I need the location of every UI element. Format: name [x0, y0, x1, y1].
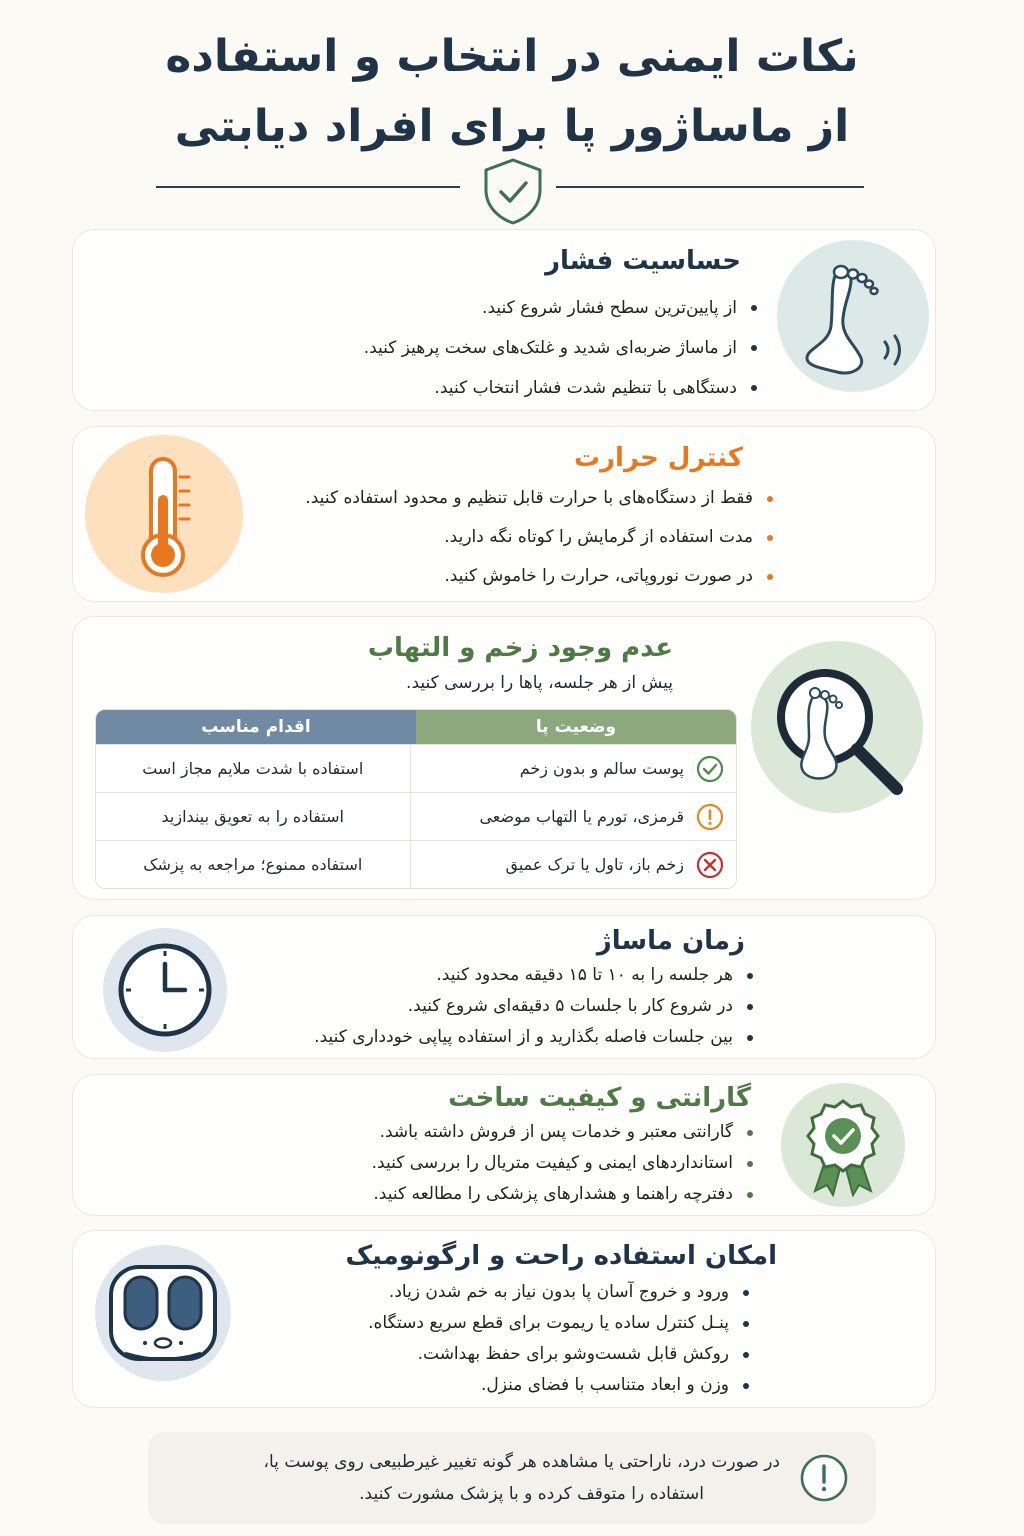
notice-line-2: استفاده را متوقف کرده و با پزشک مشورت کنید.	[359, 1484, 704, 1504]
divider-right	[556, 186, 864, 188]
foot-massager-device-icon	[95, 1245, 231, 1381]
list-item: گارانتی معتبر و خدمات پس از فروش داشته باشد.	[372, 1117, 753, 1148]
table-row	[96, 840, 736, 888]
time-bullets	[314, 960, 753, 1053]
heat-title: کنترل حرارت	[573, 443, 743, 473]
ergonomic-bullets	[368, 1277, 749, 1401]
list-item: فقط از دستگاه‌های با حرارت قابل تنظیم و محدود استفاده کنید.	[305, 479, 773, 518]
action-cell: استفاده ممنوع؛ مراجعه به پزشک	[143, 855, 363, 874]
condition-cell: قرمزی، تورم یا التهاب موضعی	[479, 807, 684, 826]
x-circle-icon	[696, 851, 724, 879]
pressure-card	[72, 229, 936, 411]
time-card	[72, 915, 936, 1059]
list-item: در شروع کار با جلسات ۵ دقیقه‌ای شروع کنید.	[314, 991, 753, 1022]
list-item: مدت استفاده از گرمایش را کوتاه نگه دارید.	[305, 518, 773, 557]
badge-check-icon	[781, 1083, 905, 1207]
check-circle-icon	[696, 755, 724, 783]
title-line-1: نکات ایمنی در انتخاب و استفاده	[165, 31, 859, 82]
table-header	[96, 710, 736, 744]
ergonomic-icon-circle	[95, 1245, 231, 1381]
wound-title: عدم وجود زخم و التهاب	[367, 633, 673, 663]
warranty-title: گارانتی و کیفیت ساخت	[448, 1083, 751, 1113]
list-item: استانداردهای ایمنی و کیفیت متریال را بررسی کنید.	[372, 1148, 753, 1179]
page-title	[0, 28, 1024, 156]
list-item: بین جلسات فاصله بگذارید و از استفاده پیاپی خودداری کنید.	[314, 1022, 753, 1053]
ergonomic-card	[72, 1230, 936, 1408]
magnifier-foot-icon	[751, 641, 923, 813]
pressure-bullets	[364, 288, 757, 408]
condition-cell: زخم باز، تاول یا ترک عمیق	[505, 855, 684, 874]
clock-icon	[103, 928, 227, 1052]
list-item: از پایین‌ترین سطح فشار شروع کنید.	[364, 288, 757, 328]
warranty-card	[72, 1074, 936, 1216]
wound-intro: پیش از هر جلسه، پاها را بررسی کنید.	[406, 673, 673, 693]
title-line-2: از ماساژور پا برای افراد دیابتی	[174, 101, 850, 152]
list-item: در صورت نوروپاتی، حرارت را خاموش کنید.	[305, 557, 773, 596]
action-cell: استفاده را به تعویق بیندازید	[161, 807, 344, 826]
exclamation-icon	[798, 1452, 850, 1504]
thermometer-icon	[85, 435, 243, 593]
time-icon-circle	[103, 928, 227, 1052]
safety-notice	[148, 1432, 876, 1524]
list-item: ورود و خروج آسان پا بدون نیاز به خم شدن زیاد.	[368, 1277, 749, 1308]
condition-cell: پوست سالم و بدون زخم	[519, 759, 684, 778]
warning-circle-icon	[696, 803, 724, 831]
warranty-bullets	[372, 1117, 753, 1210]
list-item: وزن و ابعاد متناسب با فضای منزل.	[368, 1370, 749, 1401]
action-cell: استفاده با شدت ملایم مجاز است	[142, 759, 364, 778]
pressure-title: حساسیت فشار	[545, 246, 741, 276]
table-row	[96, 744, 736, 792]
foot-condition-table	[95, 709, 737, 889]
warranty-icon-circle	[781, 1083, 905, 1207]
col-condition-header: وضعیت پا	[416, 710, 736, 744]
heat-icon-circle	[85, 435, 243, 593]
pressure-icon-circle	[777, 240, 929, 392]
notice-line-1: در صورت درد، ناراحتی یا مشاهده هر گونه تغییر غیرطبیعی روی پوست پا،	[263, 1452, 780, 1472]
heat-bullets	[305, 479, 773, 596]
wound-icon-circle	[751, 641, 923, 813]
list-item: از ماساژ ضربه‌ای شدید و غلتک‌های سخت پرهیز کنید.	[364, 328, 757, 368]
list-item: دستگاهی با تنظیم شدت فشار انتخاب کنید.	[364, 368, 757, 408]
foot-vibration-icon	[777, 240, 929, 392]
shield-check-icon	[480, 156, 546, 226]
heat-card	[72, 426, 936, 602]
divider-left	[156, 186, 460, 188]
table-row	[96, 792, 736, 840]
list-item: هر جلسه را به ۱۰ تا ۱۵ دقیقه محدود کنید.	[314, 960, 753, 991]
list-item: دفترچه راهنما و هشدارهای پزشکی را مطالعه کنید.	[372, 1179, 753, 1210]
col-action-header: اقدام مناسب	[96, 710, 416, 744]
ergonomic-title: امکان استفاده راحت و ارگونومیک	[345, 1241, 777, 1271]
time-title: زمان ماساژ	[596, 926, 745, 956]
list-item: روکش قابل شست‌وشو برای حفظ بهداشت.	[368, 1339, 749, 1370]
list-item: پنـل کنترل ساده یا ریموت برای قطع سریع دستگاه.	[368, 1308, 749, 1339]
wound-card	[72, 616, 936, 900]
